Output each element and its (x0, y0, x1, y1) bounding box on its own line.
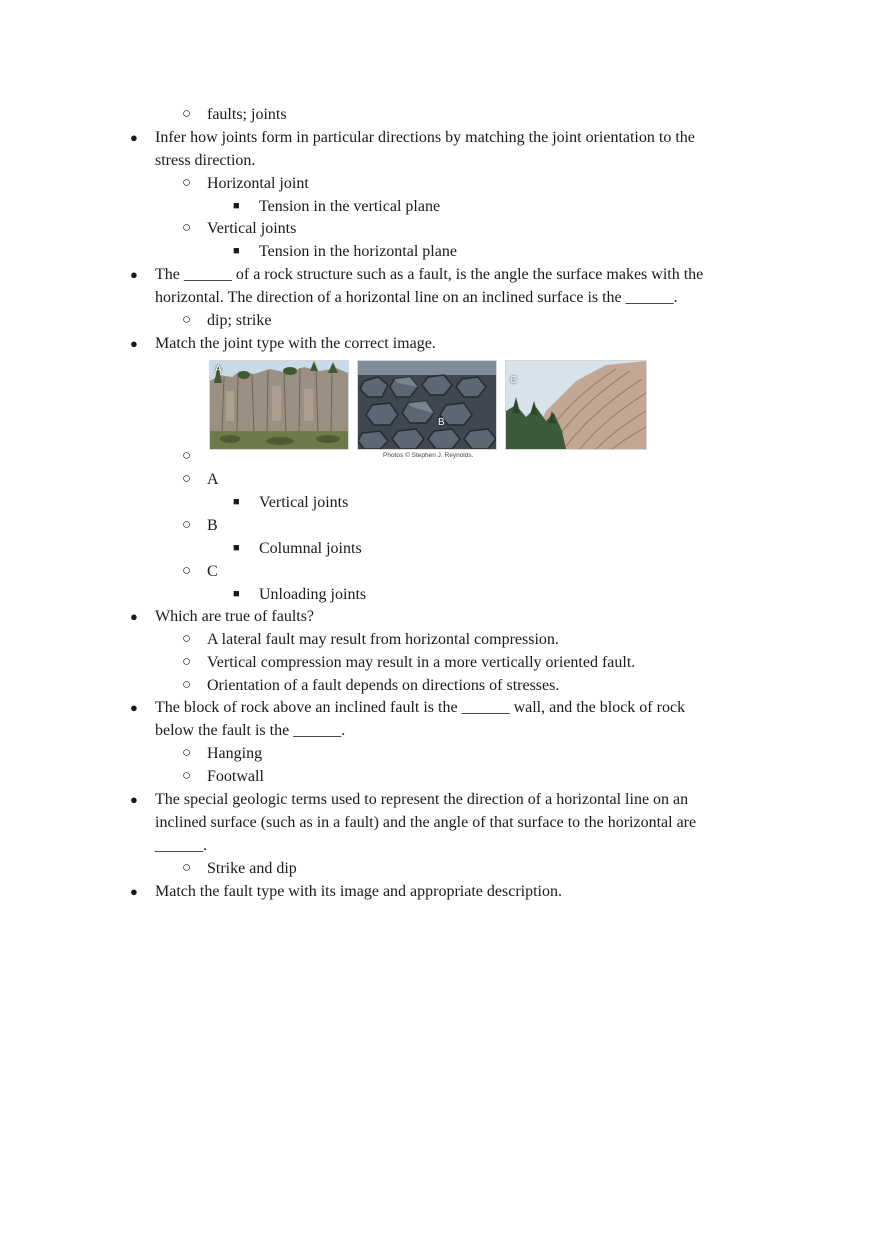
bullet-hollow: ○ (182, 677, 192, 693)
bullet-hollow: ○ (182, 631, 192, 647)
answer-b: B (207, 517, 218, 534)
answer-footwall: Footwall (207, 768, 264, 785)
answer-c: C (207, 563, 218, 580)
photo-label-a: A (215, 364, 222, 375)
question-hanging-wall-line1: The block of rock above an inclined fault is the ______ wall, and the block of rock (155, 699, 686, 716)
bullet-hollow: ○ (182, 654, 192, 670)
bullet-filled: ● (130, 267, 138, 282)
bullet-hollow: ○ (182, 312, 192, 328)
bullet-filled: ● (130, 792, 138, 807)
answer-faults-joints: faults; joints (207, 106, 287, 123)
bullet-hollow: ○ (182, 220, 192, 236)
answer-hanging: Hanging (207, 745, 263, 762)
question-geologic-terms-line3: ______. (155, 837, 207, 854)
bullet-filled: ● (130, 700, 138, 715)
question-joint-orientation-line1: Infer how joints form in particular directions by matching the joint orientation to the (155, 129, 695, 146)
photo-vertical-joints (209, 360, 349, 450)
bullet-hollow: ○ (182, 448, 192, 464)
question-geologic-terms-line1: The special geologic terms used to represent the direction of a horizontal line on an (155, 791, 689, 808)
question-match-fault-type: Match the fault type with its image and appropriate description. (155, 883, 562, 900)
bullet-hollow: ○ (182, 175, 192, 191)
bullet-filled: ● (130, 609, 138, 624)
question-match-joint-type: Match the joint type with the correct image. (155, 335, 436, 352)
bullet-hollow: ○ (182, 471, 192, 487)
bullet-hollow: ○ (182, 745, 192, 761)
answer-strike-and-dip: Strike and dip (207, 860, 297, 877)
bullet-filled: ● (130, 336, 138, 351)
answer-c-unloading-joints: Unloading joints (259, 586, 367, 603)
bullet-square: ■ (233, 588, 240, 600)
photo-credit: Photos © Stephen J. Reynolds. (383, 452, 474, 459)
question-dip-strike-line1: The ______ of a rock structure such as a fault, is the angle the surface makes with the (155, 266, 704, 283)
photo-label-b: B (438, 417, 445, 428)
question-true-of-faults: Which are true of faults? (155, 608, 315, 625)
answer-tension-vertical: Tension in the vertical plane (259, 198, 441, 215)
question-geologic-terms-line2: inclined surface (such as in a fault) and the angle of that surface to the horizontal are (155, 814, 697, 831)
answer-vertical-joints: Vertical joints (207, 220, 297, 237)
bullet-filled: ● (130, 884, 138, 899)
question-hanging-wall-line2: below the fault is the ______. (155, 722, 346, 739)
answer-horizontal-joint: Horizontal joint (207, 175, 309, 192)
answer-lateral-fault: A lateral fault may result from horizontal compression. (207, 631, 559, 648)
question-joint-orientation-line2: stress direction. (155, 152, 256, 169)
bullet-hollow: ○ (182, 517, 192, 533)
bullet-hollow: ○ (182, 563, 192, 579)
bullet-square: ■ (233, 496, 240, 508)
answer-a-vertical-joints: Vertical joints (259, 494, 349, 511)
bullet-square: ■ (233, 542, 240, 554)
bullet-filled: ● (130, 130, 138, 145)
photo-unloading-joints (505, 360, 647, 450)
bullet-hollow: ○ (182, 860, 192, 876)
answer-b-columnal-joints: Columnal joints (259, 540, 362, 557)
photo-label-c: C (510, 375, 518, 386)
bullet-square: ■ (233, 200, 240, 212)
bullet-hollow: ○ (182, 768, 192, 784)
answer-vertical-compression: Vertical compression may result in a more vertically oriented fault. (207, 654, 636, 671)
joint-types-figure (207, 358, 647, 464)
photo-columnal-joints (357, 360, 497, 450)
answer-a: A (207, 471, 219, 488)
answer-dip-strike: dip; strike (207, 312, 272, 329)
question-dip-strike-line2: horizontal. The direction of a horizontal line on an inclined surface is the ______. (155, 289, 678, 306)
bullet-hollow: ○ (182, 106, 192, 122)
answer-tension-horizontal: Tension in the horizontal plane (259, 243, 457, 260)
answer-orientation-stresses: Orientation of a fault depends on directions of stresses. (207, 677, 560, 694)
bullet-square: ■ (233, 245, 240, 257)
